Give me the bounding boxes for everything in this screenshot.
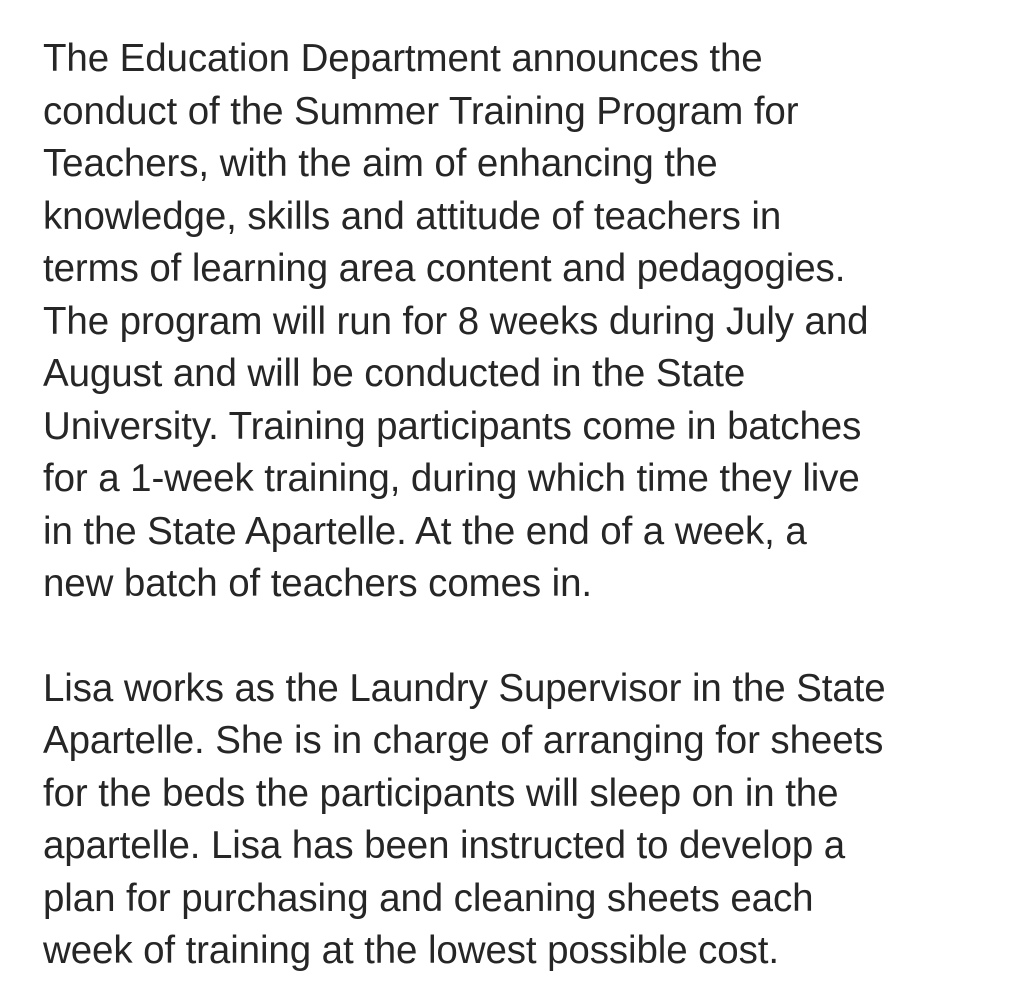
- text-line: Lisa works as the Laundry Supervisor in the State: [43, 666, 886, 710]
- paragraph-laundry-supervisor: [43, 663, 1003, 978]
- text-line: conduct of the Summer Training Program for: [43, 89, 799, 133]
- text-line: for the beds the participants will sleep on in the: [43, 771, 839, 815]
- text-line: apartelle. Lisa has been instructed to develop a: [43, 824, 846, 867]
- text-line: knowledge, skills and attitude of teachers in: [43, 194, 782, 238]
- text-line: plan for purchasing and cleaning sheets each: [43, 876, 814, 920]
- text-line: terms of learning area content and pedagogies.: [43, 247, 846, 290]
- text-line: new batch of teachers comes in.: [43, 562, 593, 605]
- document-body: [43, 33, 1003, 978]
- text-line: Apartelle. She is in charge of arranging for sheets: [43, 719, 884, 762]
- text-line: The Education Department announces the: [43, 37, 763, 80]
- text-line: week of training at the lowest possible cost.: [43, 929, 779, 972]
- text-line: The program will run for 8 weeks during July and: [43, 299, 869, 343]
- text-line: for a 1-week training, during which time they live: [43, 457, 860, 500]
- paragraph-program-announcement: [43, 33, 1003, 611]
- text-line: University. Training participants come in batches: [43, 404, 862, 448]
- text-line: August and will be conducted in the State: [43, 352, 746, 395]
- text-line: Teachers, with the aim of enhancing the: [43, 142, 718, 185]
- text-line: in the State Apartelle. At the end of a week, a: [43, 509, 807, 553]
